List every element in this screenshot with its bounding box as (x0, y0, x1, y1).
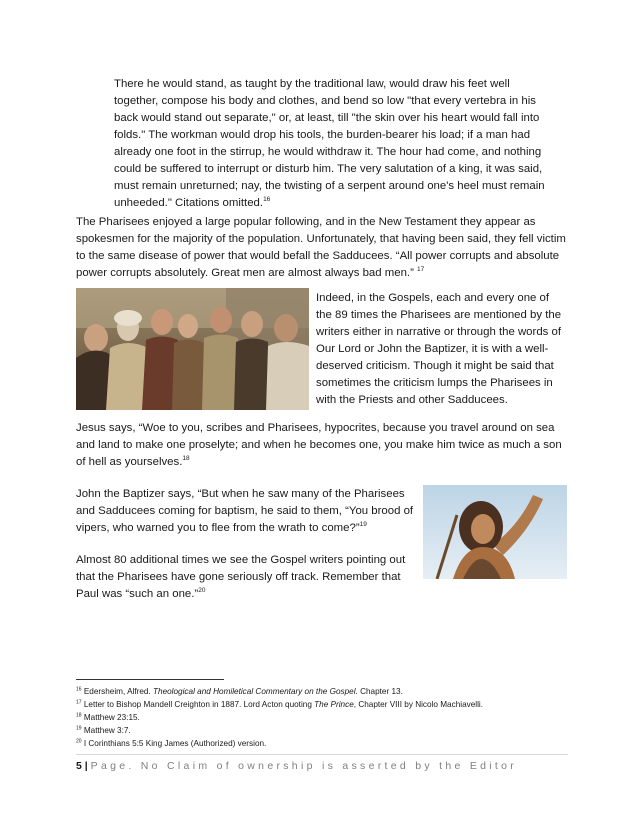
para3-text: Jesus says, “Woe to you, scribes and Pharisees, hypocrites, because you travel around on sea and land to make one proselyte; and when he becomes one, you make him twice as much a son of hell as yourselves. (76, 422, 562, 468)
pharisees-confront-jesus-image (76, 288, 309, 410)
footer-divider (76, 754, 568, 755)
footnote-20: $^{20}$ I Corinthians 5:5 King James (Authorized) version. (76, 738, 267, 748)
para1-text: The Pharisees enjoyed a large popular following, and in the New Testament they appear as spokesmen for the majority of the population. Unfortunately, that having been said, they fell victim to the same disease of power that would befall the Sadducees. “All power corrupts and absolute power corrupts absolutely. Great men are almost always bad men.” (76, 216, 566, 279)
footer-text: Page. No Claim of ownership is asserted by the Editor (90, 760, 518, 772)
footnote-ref-19[interactable]: 19 (359, 521, 367, 529)
footer-separator: | (84, 760, 88, 772)
paragraph-john-baptizer (76, 486, 416, 537)
footnote-18: $^{18}$ Matthew 23:15. (76, 712, 140, 722)
footnote-17: $^{17}$ Letter to Bishop Mandell Creighton in 1887. Lord Acton quoting The Prince, Chapter VIII by Nicolo Machiavelli. (76, 699, 483, 709)
footnote-ref-20[interactable]: 20 (198, 587, 206, 595)
para5-text: Almost 80 additional times we see the Gospel writers pointing out that the Pharisees have gone seriously off track. Remember that Paul was “such an one.” (76, 554, 406, 600)
para4-text: John the Baptizer says, “But when he saw many of the Pharisees and Sadducees coming for baptism, he said to them, “You brood of vipers, who warned you to flee from the wrath to come?” (76, 488, 414, 534)
paragraph-additional-times (76, 552, 414, 603)
john-the-baptizer-image (423, 485, 567, 579)
footnote-ref-16[interactable]: 16 (263, 196, 271, 204)
footnote-ref-17[interactable]: 17 (417, 266, 425, 274)
paragraph-jesus-says (76, 420, 568, 471)
quote-text: There he would stand, as taught by the traditional law, would draw his feet well together, compose his body and clothes, and bend so low "that every vertebra in his back would stand out separate," or, at least, till "the skin over his heart would fall into folds." The workman would drop his tools, the burden-bearer his load; if a man had already one foot in the stirrup, he would withdraw it. The hour had come, and nothing could be suffered to interrupt or disturb him. The very salutation of a king, it was said, must remain unreturned; nay, the twisting of a serpent around one's heel must remain unheeded." Citations omitted. (114, 78, 545, 209)
paragraph-pharisees-following (76, 214, 566, 282)
block-quote (114, 76, 554, 212)
footnote-19: $^{19}$ Matthew 3:7. (76, 725, 131, 735)
footnote-16: $^{16}$ Edersheim, Alfred. Theological and Homiletical Commentary on the Gospel. Chapter 13. (76, 686, 403, 696)
paragraph-gospel-criticism (316, 290, 568, 409)
para2-text: Indeed, in the Gospels, each and every one of the 89 times the Pharisees are mentioned by the writers either in narrative or through the words of Our Lord or John the Baptizer, it is with a well-deserved criticism. Though it might be said that sometimes the criticism lumps the Pharisees in with the Priests and other Sadducees. (316, 292, 562, 406)
footnote-ref-18[interactable]: 18 (182, 455, 190, 463)
page-footer (76, 760, 566, 772)
footnote-separator (76, 679, 224, 680)
page-number: 5 (76, 760, 82, 772)
